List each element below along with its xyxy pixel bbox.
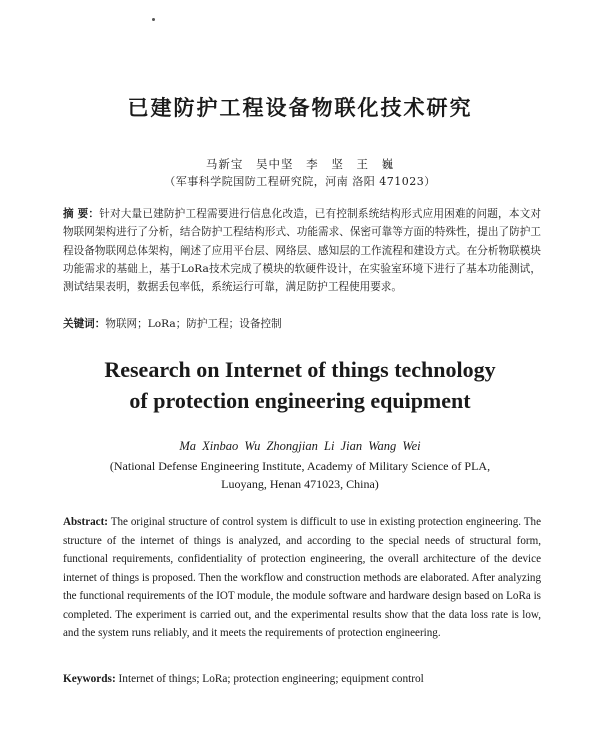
chinese-abstract-text: 针对大量已建防护工程需要进行信息化改造，已有控制系统结构形式应用困难的问题，本文对物联网架构进行了分析，结合防护工程结构形式、功能需求、保密可靠等方面的特殊性，提出了防护工程设备物联网总体架构，阐述了应用平台层、网络层、感知层的工作流程和建设方式。在分析物联模块功能需求的基础上，基于LoRa技术完成了模块的软硬件设计，在实验室环境下进行了基本功能测试，测试结果表明，数据丢包率低，系统运行可靠，满足防护工程使用要求。 [63,208,541,294]
chinese-title: 已建防护工程设备物联化技术研究 [127,96,473,120]
english-abstract-label: Abstract: [63,516,108,528]
english-keywords [63,670,541,688]
english-affiliation-line-1: (National Defense Engineering Institute, Academy of Military Science of PLA, [109,459,491,473]
english-title [0,354,600,416]
chinese-keywords [63,315,541,333]
scan-speck [152,18,155,21]
english-keywords-text: Internet of things; LoRa; protection engineering; equipment control [115,673,424,685]
chinese-abstract-label: 摘 要： [63,208,100,220]
english-abstract [63,513,541,643]
chinese-abstract [63,205,541,296]
chinese-keywords-text: 物联网；LoRa；防护工程；设备控制 [105,318,282,330]
chinese-keywords-label: 关键词： [63,318,106,330]
english-authors: Ma Xinbao Wu Zhongjian Li Jian Wang Wei [179,439,421,453]
english-title-line-2: of protection engineering equipment [129,388,471,413]
english-affiliation-line-2: Luoyang, Henan 471023, China) [221,477,379,491]
chinese-authors: 马新宝 吴中坚 李 坚 王 巍 [205,157,395,171]
english-abstract-text: The original structure of control system is difficult to use in existing protection engineering. The structure of the internet of things is analyzed, and according to the special needs of structural form, functional requirements, confidentiality of protection engineering, the overall architecture of the device internet of things is proposed. Then the workflow and construction methods are elaborated. After analyzing the functional requirements of the IOT module, the module software and hardware design based on LoRa is completed. The experiment is carried out, and the experimental results show that the data loss rate is low, and the system runs reliably, and it meets the requirements of protection engineering. [63,516,541,639]
chinese-affiliation: （军事科学院国防工程研究院，河南 洛阳 471023） [164,175,436,188]
english-affiliation [0,457,600,493]
english-keywords-label: Keywords: [63,673,116,685]
english-title-line-1: Research on Internet of things technology [104,357,496,382]
